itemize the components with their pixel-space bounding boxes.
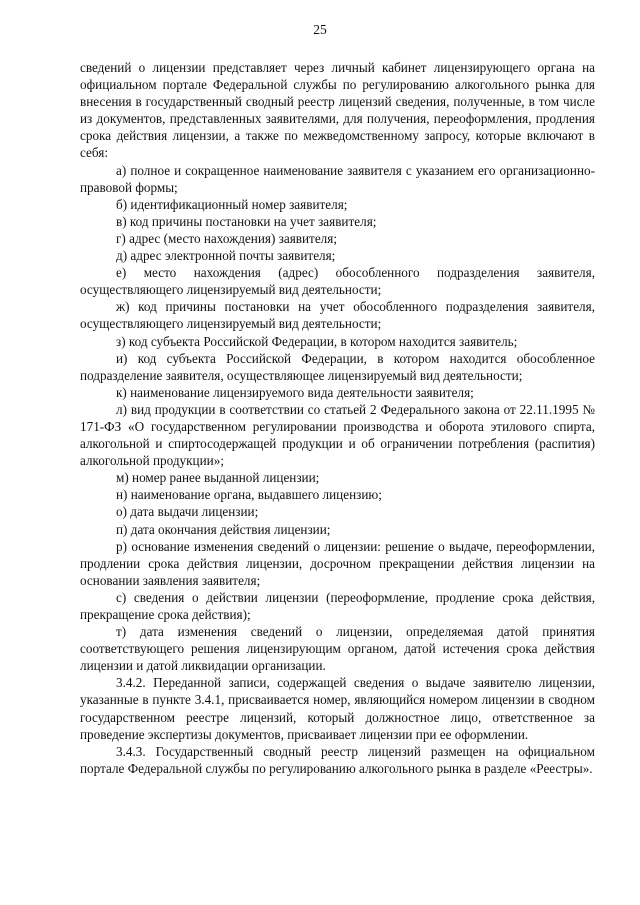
paragraph-3-4-3: 3.4.3. Государственный сводный реестр лицензий размещен на официальном портале Федеральной службы по регулированию алкогольного рынка в разделе «Реестры». xyxy=(80,743,595,776)
list-item-r: р) основание изменения сведений о лицензии: решение о выдаче, переоформлении, продлении срока действия лицензии, досрочном прекращении действия лицензии на основании заявления заявителя; xyxy=(80,538,595,588)
list-item-a: а) полное и сокращенное наименование заявителя с указанием его организационно-правовой формы; xyxy=(80,162,595,195)
paragraph-intro: сведений о лицензии представляет через личный кабинет лицензирующего органа на официальном портале Федеральной службы по регулированию алкогольного рынка для внесения в государственный сводный реестр лицензий сведения, полученные, в том числе из документов, представленных заявителями, для получения, переоформления, продления срока действия лицензии, а также по межведомственному запросу, которые включают в себя: xyxy=(80,60,595,161)
list-item-m: м) номер ранее выданной лицензии; xyxy=(116,470,320,486)
paragraph-3-4-2: 3.4.2. Переданной записи, содержащей сведения о выдаче заявителю лицензии, указанные в пункте 3.4.1, присваивается номер, являющийся номером лицензии в сводном государственном реестре лицензий, который должностное лицо, ответственное за проведение экспертизы документов, присваивает лицензии при ее оформлении. xyxy=(80,675,595,742)
list-item-p: п) дата окончания действия лицензии; xyxy=(116,521,331,537)
list-item-z: з) код субъекта Российской Федерации, в котором находится заявитель; xyxy=(116,333,518,349)
list-item-i: и) код субъекта Российской Федерации, в котором находится обособленное подразделение заявителя, осуществляющее лицензируемый вид деятельности; xyxy=(80,350,595,383)
list-item-s: с) сведения о действии лицензии (переоформление, продление срока действия, прекращение срока действия); xyxy=(80,589,595,622)
list-item-zh: ж) код причины постановки на учет обособленного подразделения заявителя, осуществляющего лицензируемый вид деятельности; xyxy=(80,299,595,332)
list-item-t: т) дата изменения сведений о лицензии, определяемая датой принятия соответствующего решения лицензирующим органом, датой истечения срока действия лицензии и датой ликвидации организации. xyxy=(80,624,595,674)
list-item-g: г) адрес (место нахождения) заявителя; xyxy=(116,230,337,246)
list-item-k: к) наименование лицензируемого вида деятельности заявителя; xyxy=(116,384,474,400)
list-item-o: о) дата выдачи лицензии; xyxy=(116,504,259,520)
list-item-d: д) адрес электронной почты заявителя; xyxy=(116,248,336,264)
page-number: 25 xyxy=(313,22,327,37)
list-item-e: е) место нахождения (адрес) обособленного подразделения заявителя, осуществляющего лицензируемый вид деятельности; xyxy=(80,265,595,298)
list-item-b: б) идентификационный номер заявителя; xyxy=(116,196,348,212)
list-item-n: н) наименование органа, выдавшего лицензию; xyxy=(116,487,382,503)
list-item-v: в) код причины постановки на учет заявителя; xyxy=(116,213,377,229)
document-body xyxy=(80,59,595,777)
list-item-l: л) вид продукции в соответствии со статьей 2 Федерального закона от 22.11.1995 № 171-ФЗ «О государственном регулировании производства и оборота этилового спирта, алкогольной и спиртосодержащей продукции и об ограничении потребления (распития) алкогольной продукции»; xyxy=(80,401,595,469)
